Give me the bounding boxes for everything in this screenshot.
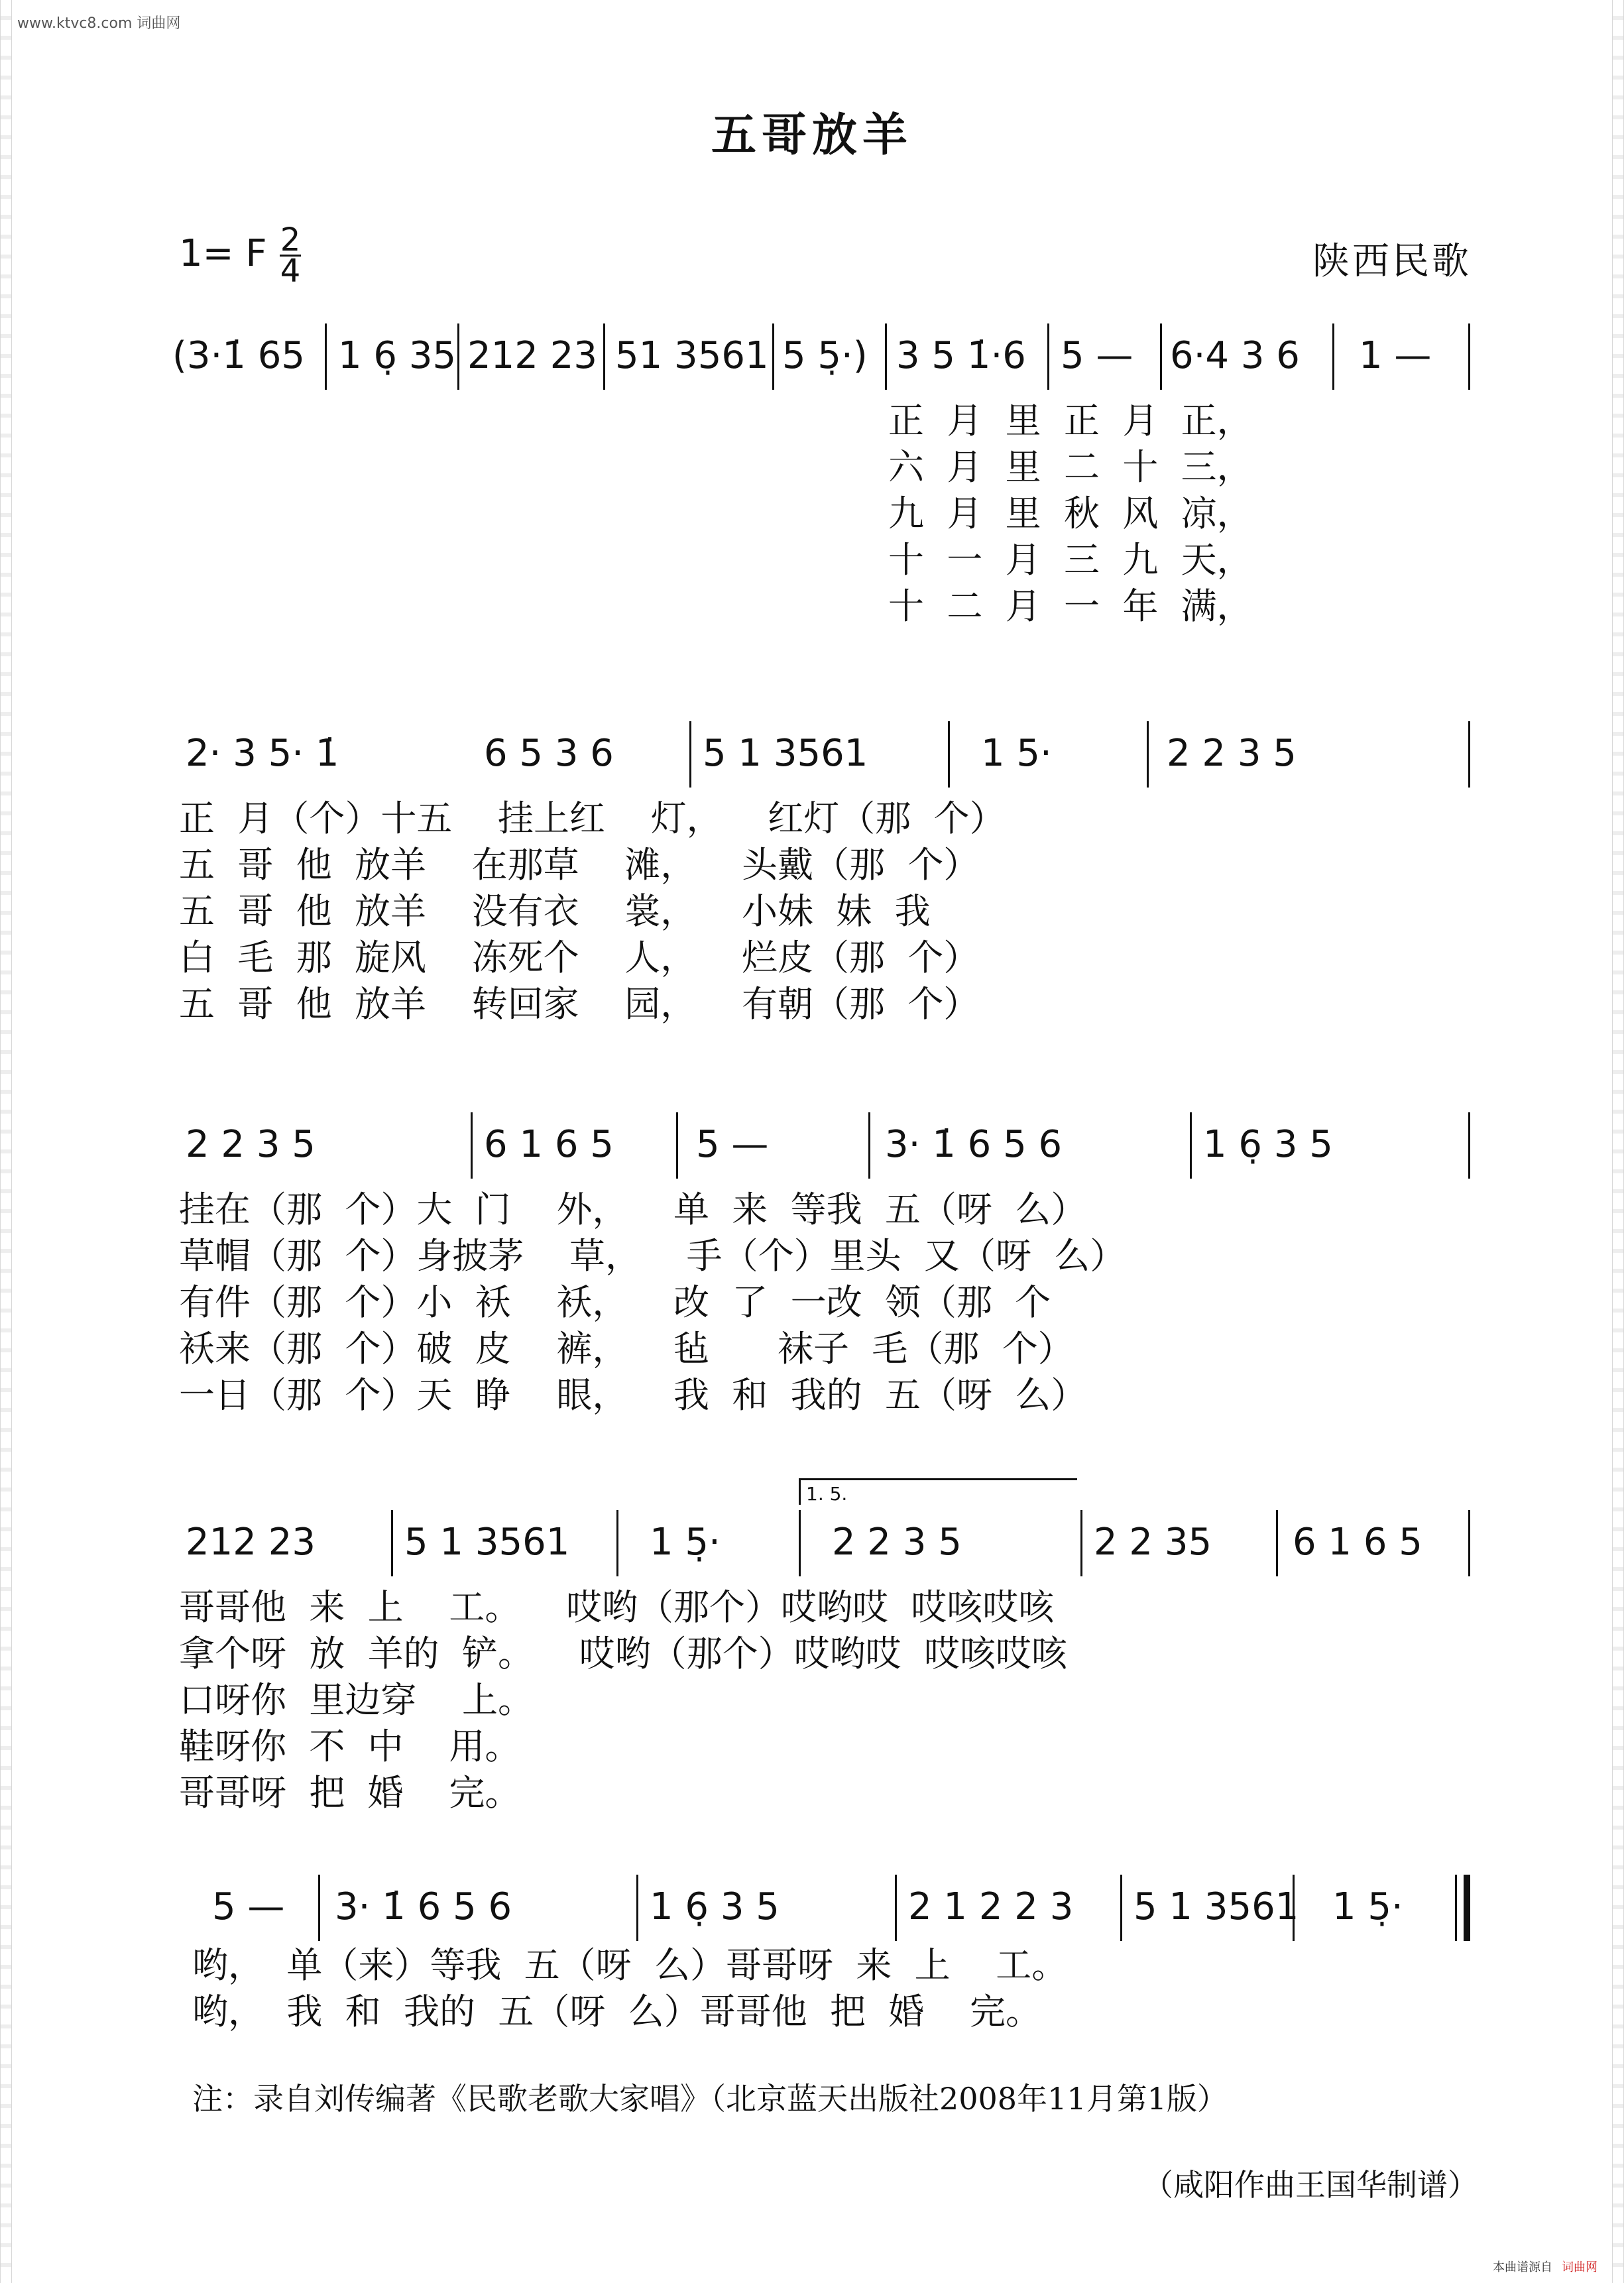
bar-line xyxy=(689,721,691,788)
lyric-line: 袄来（那 个）破 皮 裤， 毡 袜子 毛（那 个） xyxy=(179,1328,1074,1370)
bar-line xyxy=(948,721,950,788)
lyric-line: 五 哥 他 放羊 没有衣 裳， 小妹 妹 我 xyxy=(179,890,931,932)
bar-line xyxy=(868,1112,870,1179)
bar-line xyxy=(1468,721,1470,788)
measure: 3· 1̇ 6 5 6 xyxy=(885,1123,1063,1166)
measure: 2 2 3 5 xyxy=(186,1123,316,1166)
bar-line xyxy=(885,323,887,390)
left-decorative-strip xyxy=(0,0,12,2283)
lyric-line: 正 月（个）十五 挂上红 灯， 红灯（那 个） xyxy=(179,797,1006,839)
measure: (3·1̇ 65 xyxy=(172,334,305,377)
site-logo: 词曲网 xyxy=(1562,2260,1597,2274)
staff-row-4 xyxy=(172,1505,1472,1584)
measure: 1 6̣ 35 xyxy=(338,334,457,377)
time-signature-bottom: 4 xyxy=(280,253,301,290)
measure: 1 6̣ 3 5 xyxy=(1203,1123,1333,1166)
measure: 1 5· xyxy=(981,732,1052,775)
staff-row-5 xyxy=(172,1869,1472,1949)
volta-bracket: 1. 5. xyxy=(799,1478,1077,1505)
lyric-line: 有件（那 个）小 袄 袄， 改 了 一改 领（那 个 xyxy=(179,1281,1051,1323)
lyric-line: 十 二 月 一 年 满， xyxy=(888,585,1253,627)
bar-line xyxy=(636,1875,638,1941)
bottom-watermark xyxy=(1493,2258,1597,2275)
time-signature xyxy=(278,221,302,290)
song-origin: 陕西民歌 xyxy=(1312,240,1472,283)
transcriber-credit: （咸阳作曲王国华制谱） xyxy=(1143,2167,1478,2203)
lyric-line: 哟， 单（来）等我 五（呀 么）哥哥呀 来 上 工。 xyxy=(192,1944,1068,1986)
measure: 1 5̣· xyxy=(1332,1885,1403,1928)
measure: 5 1 3561 xyxy=(1133,1885,1299,1928)
bar-line xyxy=(1047,323,1049,390)
measure: 2 2 35 xyxy=(1094,1521,1212,1564)
time-signature-top: 2 xyxy=(280,221,301,259)
measure: 5 5̣·) xyxy=(782,334,868,377)
measure: 5 — xyxy=(696,1123,769,1166)
bar-line xyxy=(603,323,605,390)
bar-line xyxy=(1120,1875,1122,1941)
staff-row-2 xyxy=(172,716,1472,795)
bar-line xyxy=(1468,323,1470,390)
measure: 1 5̣· xyxy=(650,1521,721,1564)
measure: 6·4 3 6 xyxy=(1170,334,1300,377)
lyric-line: 挂在（那 个）大 门 外， 单 来 等我 五（呀 么） xyxy=(179,1189,1087,1230)
bar-line xyxy=(799,1510,801,1576)
measure: 5 — xyxy=(212,1885,285,1928)
bar-line xyxy=(1190,1112,1192,1179)
measure: 6 1 6 5 xyxy=(484,1123,614,1166)
bar-line xyxy=(895,1875,897,1941)
final-bar-line xyxy=(1455,1875,1470,1941)
measure: 2 2 3 5 xyxy=(1167,732,1297,775)
lyric-line: 草帽（那 个）身披茅 草， 手（个）里头 又（呀 么） xyxy=(179,1235,1126,1277)
measure: 3 5 1̇·6 xyxy=(896,334,1026,377)
measure: 212 23 xyxy=(186,1521,316,1564)
lyric-line: 哟， 我 和 我的 五（呀 么）哥哥他 把 婚 完。 xyxy=(192,1991,1041,2032)
lyric-line: 拿个呀 放 羊的 铲。 哎哟（那个）哎哟哎 哎咳哎咳 xyxy=(179,1633,1067,1674)
measure: 5 1 3561 xyxy=(404,1521,570,1564)
staff-row-1 xyxy=(172,318,1472,398)
bottom-watermark-text: 本曲谱源自 xyxy=(1493,2260,1552,2274)
measure: 1 6̣ 3 5 xyxy=(650,1885,780,1928)
lyric-line: 五 哥 他 放羊 转回家 园， 有朝（那 个） xyxy=(179,983,980,1025)
source-note: 注：录自刘传编著《民歌老歌大家唱》（北京蓝天出版社2008年11月第1版） xyxy=(192,2081,1228,2117)
bar-line xyxy=(1293,1875,1295,1941)
bar-line xyxy=(471,1112,473,1179)
measure: 2 1 2 2 3 xyxy=(908,1885,1074,1928)
measure: 3· 1̇ 6 5 6 xyxy=(335,1885,512,1928)
bar-line xyxy=(391,1510,393,1576)
staff-row-3 xyxy=(172,1107,1472,1187)
measure: 51 3561 xyxy=(615,334,769,377)
bar-line xyxy=(318,1875,320,1941)
lyric-line: 白 毛 那 旋风 冻死个 人， 烂皮（那 个） xyxy=(179,937,980,978)
bar-line xyxy=(616,1510,618,1576)
measure: 6 5 3 6 xyxy=(484,732,614,775)
bar-line xyxy=(1332,323,1334,390)
measure: 1 — xyxy=(1359,334,1432,377)
lyric-line: 十 一 月 三 九 天， xyxy=(888,539,1253,581)
lyric-line: 一日（那 个）天 睁 眼， 我 和 我的 五（呀 么） xyxy=(179,1374,1087,1416)
lyric-line: 九 月 里 秋 风 凉， xyxy=(888,493,1253,534)
key-signature: 1= F xyxy=(179,232,267,275)
bar-line xyxy=(1468,1510,1470,1576)
lyric-line: 鞋呀你 不 中 用。 xyxy=(179,1726,521,1767)
measure: 6 1 6 5 xyxy=(1293,1521,1422,1564)
bar-line xyxy=(676,1112,678,1179)
song-title: 五哥放羊 xyxy=(711,109,913,162)
bar-line xyxy=(325,323,327,390)
measure: 5 — xyxy=(1061,334,1133,377)
top-watermark: www.ktvc8.com 词曲网 xyxy=(17,15,181,32)
bar-line xyxy=(457,323,459,390)
bar-line xyxy=(1160,323,1162,390)
bar-line xyxy=(1468,1112,1470,1179)
lyric-line: 哥哥呀 把 婚 完。 xyxy=(179,1772,521,1814)
lyric-line: 正 月 里 正 月 正， xyxy=(888,400,1253,441)
measure: 212 23 xyxy=(467,334,597,377)
measure: 2· 3 5· 1̇ xyxy=(186,732,339,775)
bar-line xyxy=(1147,721,1149,788)
lyric-line: 口呀你 里边穿 上。 xyxy=(179,1679,534,1721)
lyric-line: 六 月 里 二 十 三， xyxy=(888,446,1253,488)
right-decorative-strip xyxy=(1612,0,1624,2283)
bar-line xyxy=(1276,1510,1278,1576)
measure: 5 1 3561 xyxy=(703,732,868,775)
measure: 2 2 3 5 xyxy=(832,1521,962,1564)
lyric-line: 五 哥 他 放羊 在那草 滩， 头戴（那 个） xyxy=(179,844,980,886)
bar-line xyxy=(1080,1510,1082,1576)
bar-line xyxy=(772,323,774,390)
lyric-line: 哥哥他 来 上 工。 哎哟（那个）哎哟哎 哎咳哎咳 xyxy=(179,1586,1055,1628)
